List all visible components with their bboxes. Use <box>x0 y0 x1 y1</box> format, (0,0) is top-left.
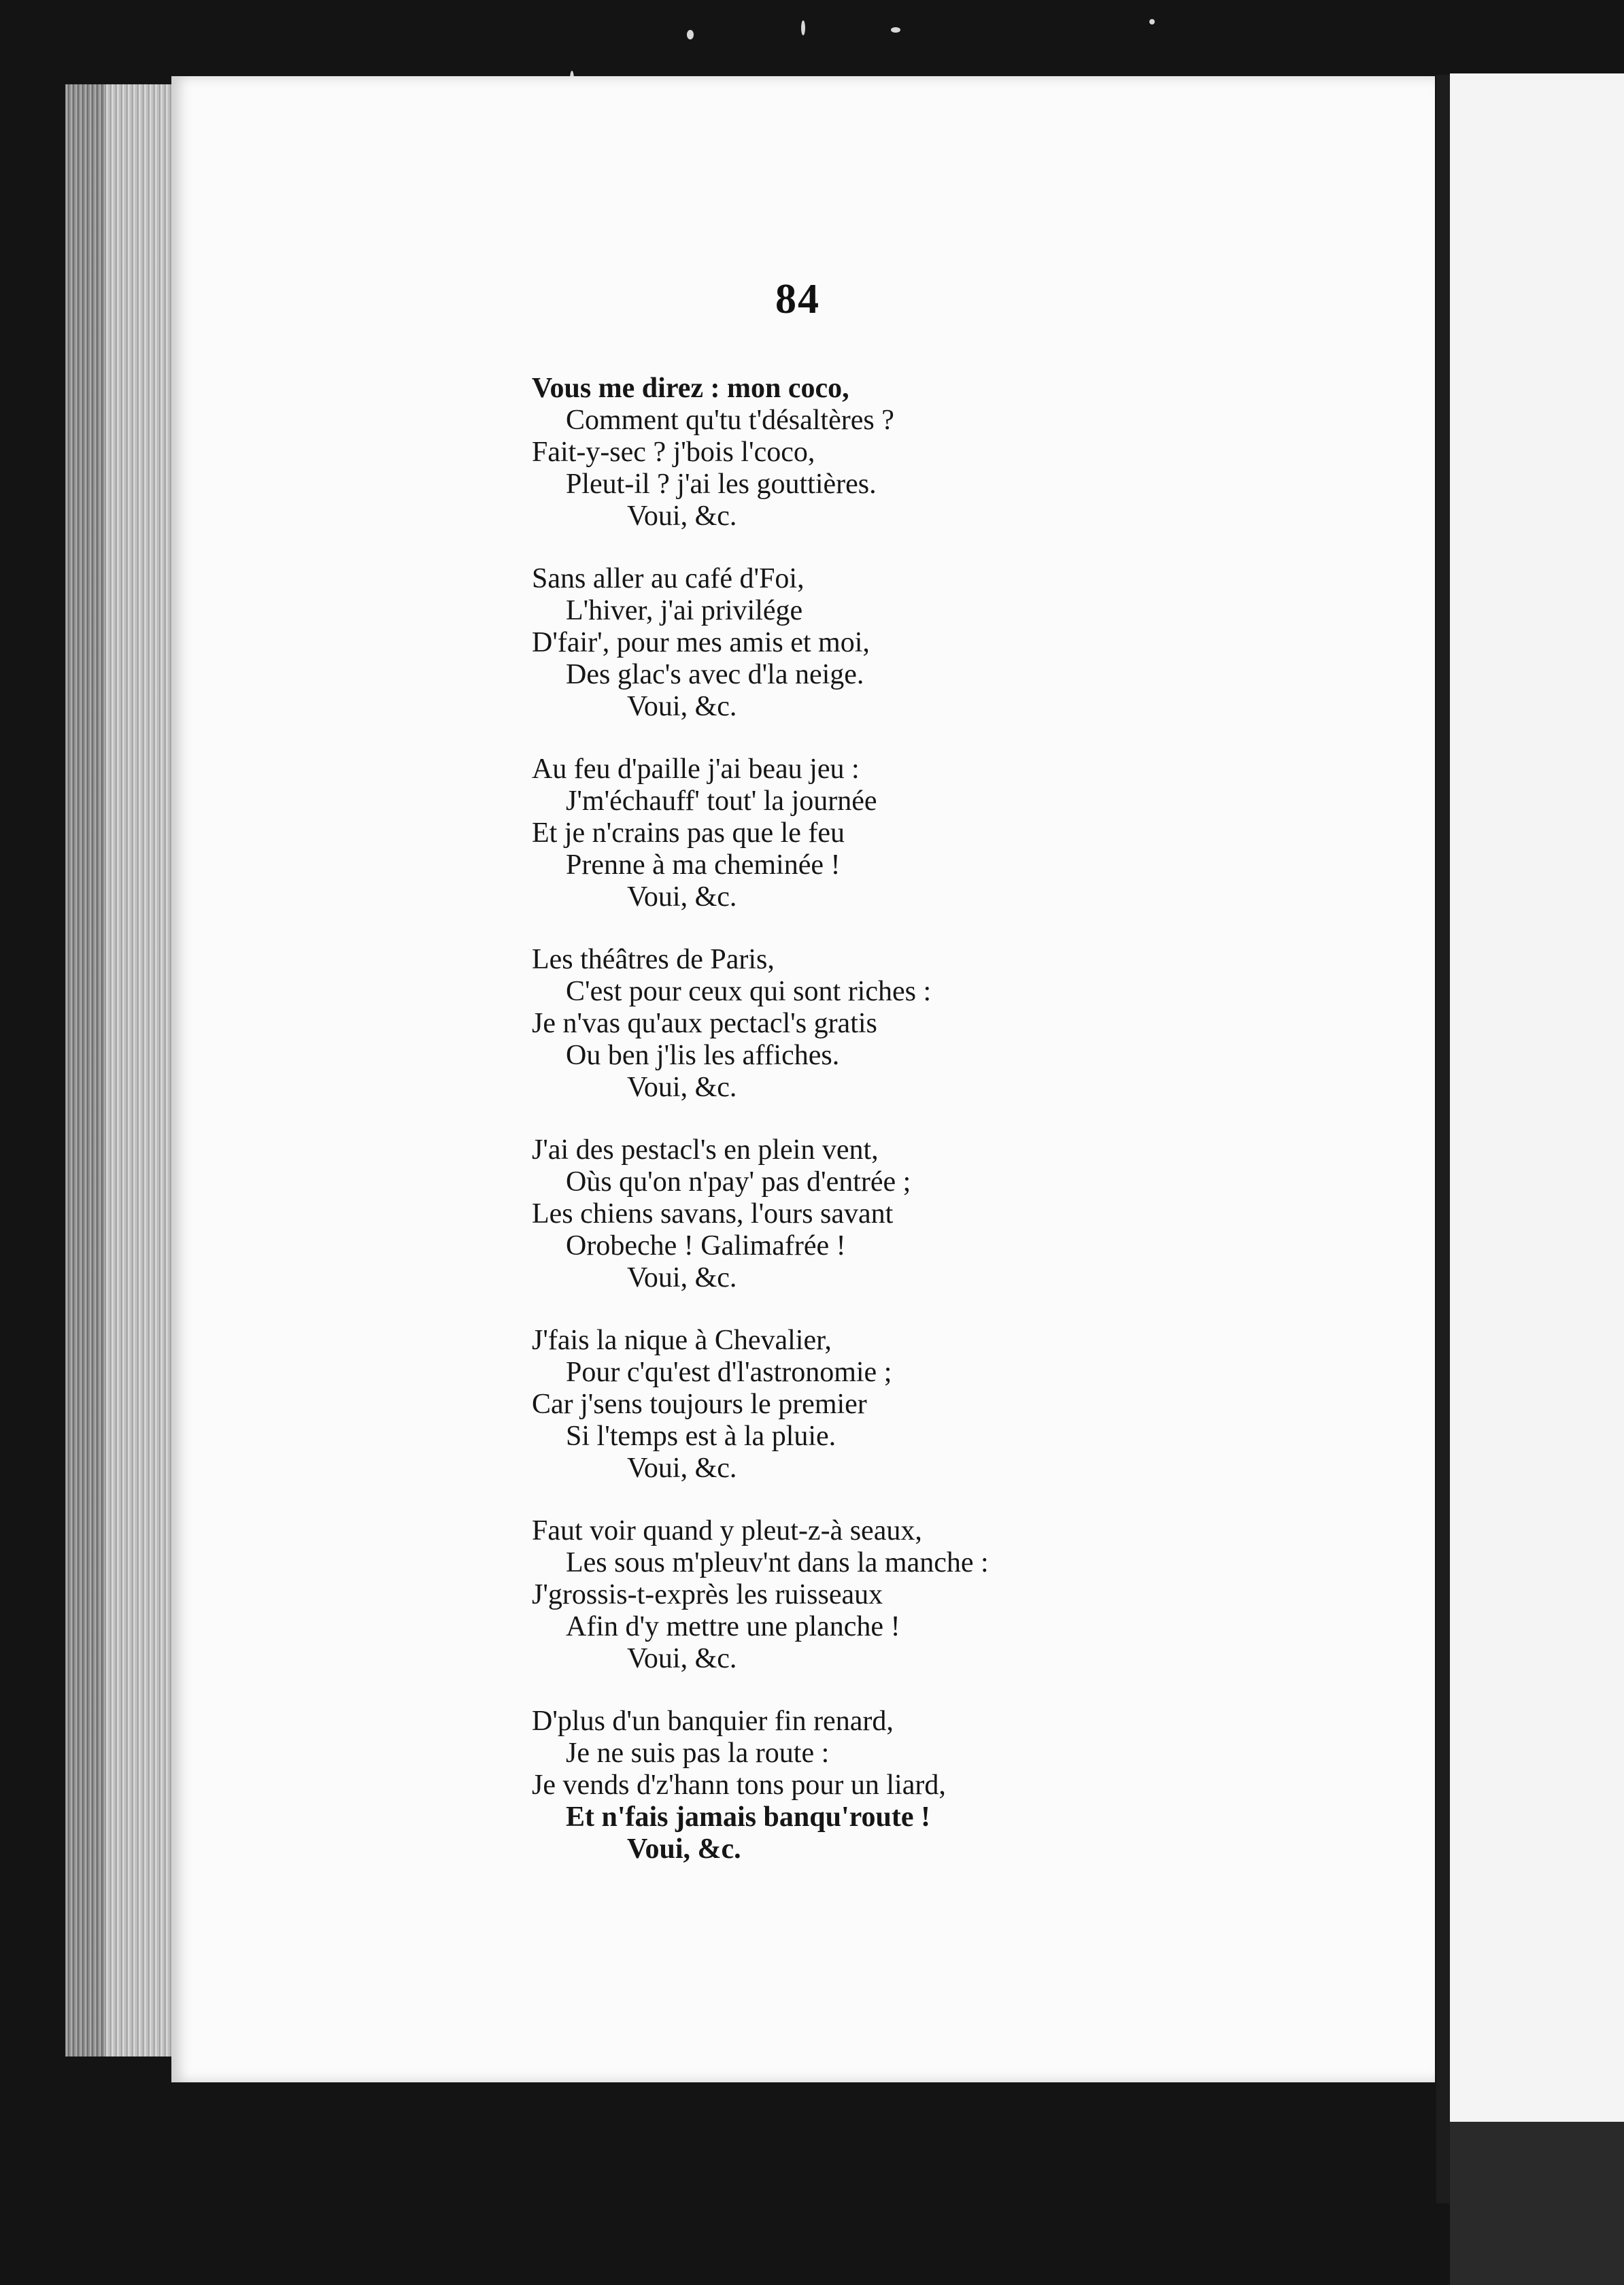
verse-line: D'fair', pour mes amis et moi, <box>532 627 870 658</box>
verse-line: Vous me direz : mon coco, <box>532 373 849 404</box>
dust-speck <box>687 30 694 39</box>
verse-line: Au feu d'paille j'ai beau jeu : <box>532 754 860 785</box>
page-edges-shadow <box>65 84 106 2056</box>
verse-line: Si l'temps est à la pluie. <box>566 1421 836 1452</box>
refrain-line: Voui, &c. <box>627 691 737 722</box>
refrain-line: Voui, &c. <box>627 1643 737 1674</box>
verse-line: J'm'échauff' tout' la journée <box>566 785 877 817</box>
verse-line: Les théâtres de Paris, <box>532 944 775 975</box>
facing-page-edge <box>1450 73 1624 2175</box>
verse-line: J'grossis-t-exprès les ruisseaux <box>532 1579 883 1610</box>
facing-page-shadow <box>1450 2122 1624 2285</box>
verse-line: Fait-y-sec ? j'bois l'coco, <box>532 437 815 468</box>
stanza <box>532 1325 1212 1485</box>
verse-line: Faut voir quand y pleut-z-à seaux, <box>532 1515 922 1546</box>
verse-line: Car j'sens toujours le premier <box>532 1389 867 1420</box>
stanza <box>532 1134 1212 1294</box>
stanza <box>532 563 1212 723</box>
stanza <box>532 373 1212 532</box>
verse-line: Je n'vas qu'aux pectacl's gratis <box>532 1008 877 1039</box>
refrain-line: Voui, &c. <box>627 1453 737 1484</box>
dust-speck <box>1149 19 1155 24</box>
stanza <box>532 944 1212 1104</box>
dust-speck <box>891 27 900 33</box>
dust-speck <box>801 20 805 35</box>
refrain-line: Voui, &c. <box>627 1833 741 1865</box>
page-number: 84 <box>775 276 820 322</box>
verse-line: Et n'fais jamais banqu'route ! <box>566 1801 930 1833</box>
stanza <box>532 1515 1212 1675</box>
verse-line: Afin d'y mettre une planche ! <box>566 1611 900 1642</box>
refrain-line: Voui, &c. <box>627 1072 737 1103</box>
verse-line: Des glac's avec d'la neige. <box>566 659 864 690</box>
verse-line: Et je n'crains pas que le feu <box>532 817 845 849</box>
verse-line: Pour c'qu'est d'l'astronomie ; <box>566 1357 892 1388</box>
verse-line: Je ne suis pas la route : <box>566 1738 830 1769</box>
poem-text <box>532 373 1212 1896</box>
verse-line: Pleut-il ? j'ai les gouttières. <box>566 469 877 500</box>
verse-line: Oùs qu'on n'pay' pas d'entrée ; <box>566 1166 911 1198</box>
stanza <box>532 1706 1212 1865</box>
verse-line: C'est pour ceux qui sont riches : <box>566 976 932 1007</box>
refrain-line: Voui, &c. <box>627 1262 737 1293</box>
refrain-line: Voui, &c. <box>627 881 737 913</box>
book-gutter <box>1436 75 1450 2203</box>
verse-line: Prenne à ma cheminée ! <box>566 849 841 881</box>
verse-line: J'fais la nique à Chevalier, <box>532 1325 832 1356</box>
verse-line: Les sous m'pleuv'nt dans la manche : <box>566 1547 989 1578</box>
verse-line: Orobeche ! Galimafrée ! <box>566 1230 846 1262</box>
verse-line: L'hiver, j'ai privilége <box>566 595 803 626</box>
verse-line: D'plus d'un banquier fin renard, <box>532 1706 894 1737</box>
verse-line: Sans aller au café d'Foi, <box>532 563 805 594</box>
refrain-line: Voui, &c. <box>627 501 737 532</box>
stanza <box>532 754 1212 913</box>
verse-line: Je vends d'z'hann tons pour un liard, <box>532 1770 946 1801</box>
verse-line: Ou ben j'lis les affiches. <box>566 1040 840 1071</box>
verse-line: Les chiens savans, l'ours savant <box>532 1198 894 1230</box>
verse-line: J'ai des pestacl's en plein vent, <box>532 1134 879 1166</box>
verse-line: Comment qu'tu t'désaltères ? <box>566 405 894 436</box>
